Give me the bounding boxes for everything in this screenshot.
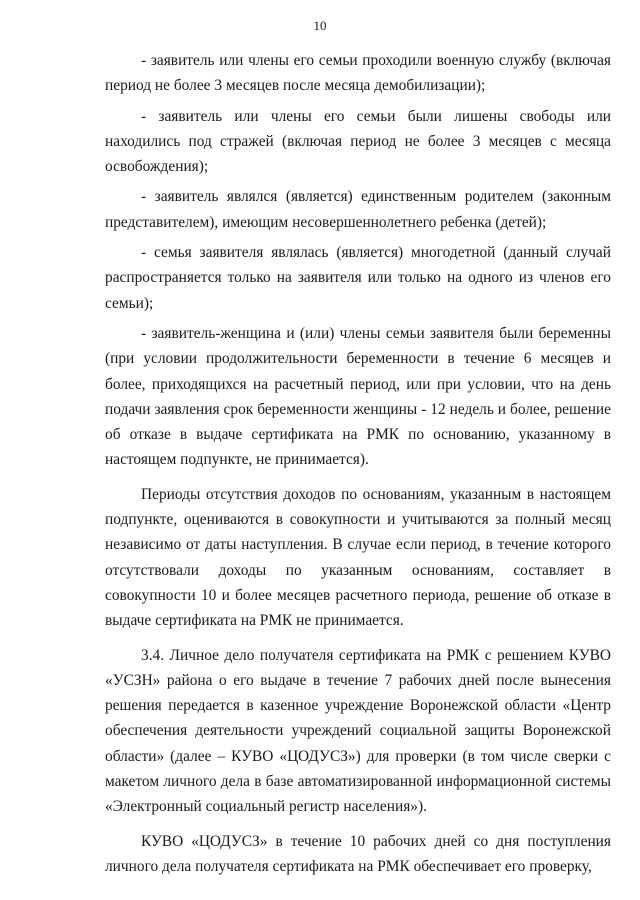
paragraph-section-3-4: 3.4. Личное дело получателя сертификата на РМК с решением КУВО «УСЗН» района о его выдаче в течение 7 рабочих дней после вынесения решения передается в казенное учреждение Воронежской области «Центр обеспечения деятельности учреждений социальной защиты Воронежской области» (далее – КУВО «ЦОДУСЗ») для проверки (в том числе сверки с макетом личного дела в базе автоматизированной информационной системы «Электронный социальный регистр населения»). — [105, 646, 611, 816]
list-item-single-parent: - заявитель являлся (является) единственным родителем (законным представителем), имеющим несовершеннолетнего ребенка (детей); — [105, 188, 611, 231]
list-item-military-service: - заявитель или члены его семьи проходили военную службу (включая период не более 3 месяцев после месяца демобилизации); — [105, 52, 611, 95]
list-item-imprisonment: - заявитель или члены его семьи были лишены свободы или находились под стражей (включая период не более 3 месяцев с месяца освобождения); — [105, 107, 611, 176]
list-item-large-family: - семья заявителя являлась (является) многодетной (данный случай распространяется только на заявителя или только на одного из членов его семьи); — [105, 244, 611, 312]
paragraph-verification: КУВО «ЦОДУСЗ» в течение 10 рабочих дней со дня поступления личного дела получателя сертификата на РМК обеспечивает его проверку, — [105, 832, 611, 875]
document-body — [105, 48, 611, 884]
page-number: 10 — [313, 18, 327, 33]
paragraph-income-periods: Периоды отсутствия доходов по основаниям, указанным в настоящем подпункте, оцениваются в совокупности и учитываются за полный месяц независимо от даты наступления. В случае если период, в течение которого отсутствовали доходы по указанным основаниям, составляет в совокупности 10 и более месяцев расчетного периода, решение об отказе в выдаче сертификата на РМК не принимается. — [105, 485, 611, 630]
list-item-pregnancy: - заявитель-женщина и (или) члены семьи заявителя были беременны (при условии продолжительности беременности в течение 6 месяцев и более, приходящихся на расчетный период, или при условии, что на день подачи заявления срок беременности женщины - 12 недель и более, решение об отказе в выдаче сертификата на РМК по основанию, указанному в настоящем подпункте, не принимается). — [105, 324, 611, 469]
